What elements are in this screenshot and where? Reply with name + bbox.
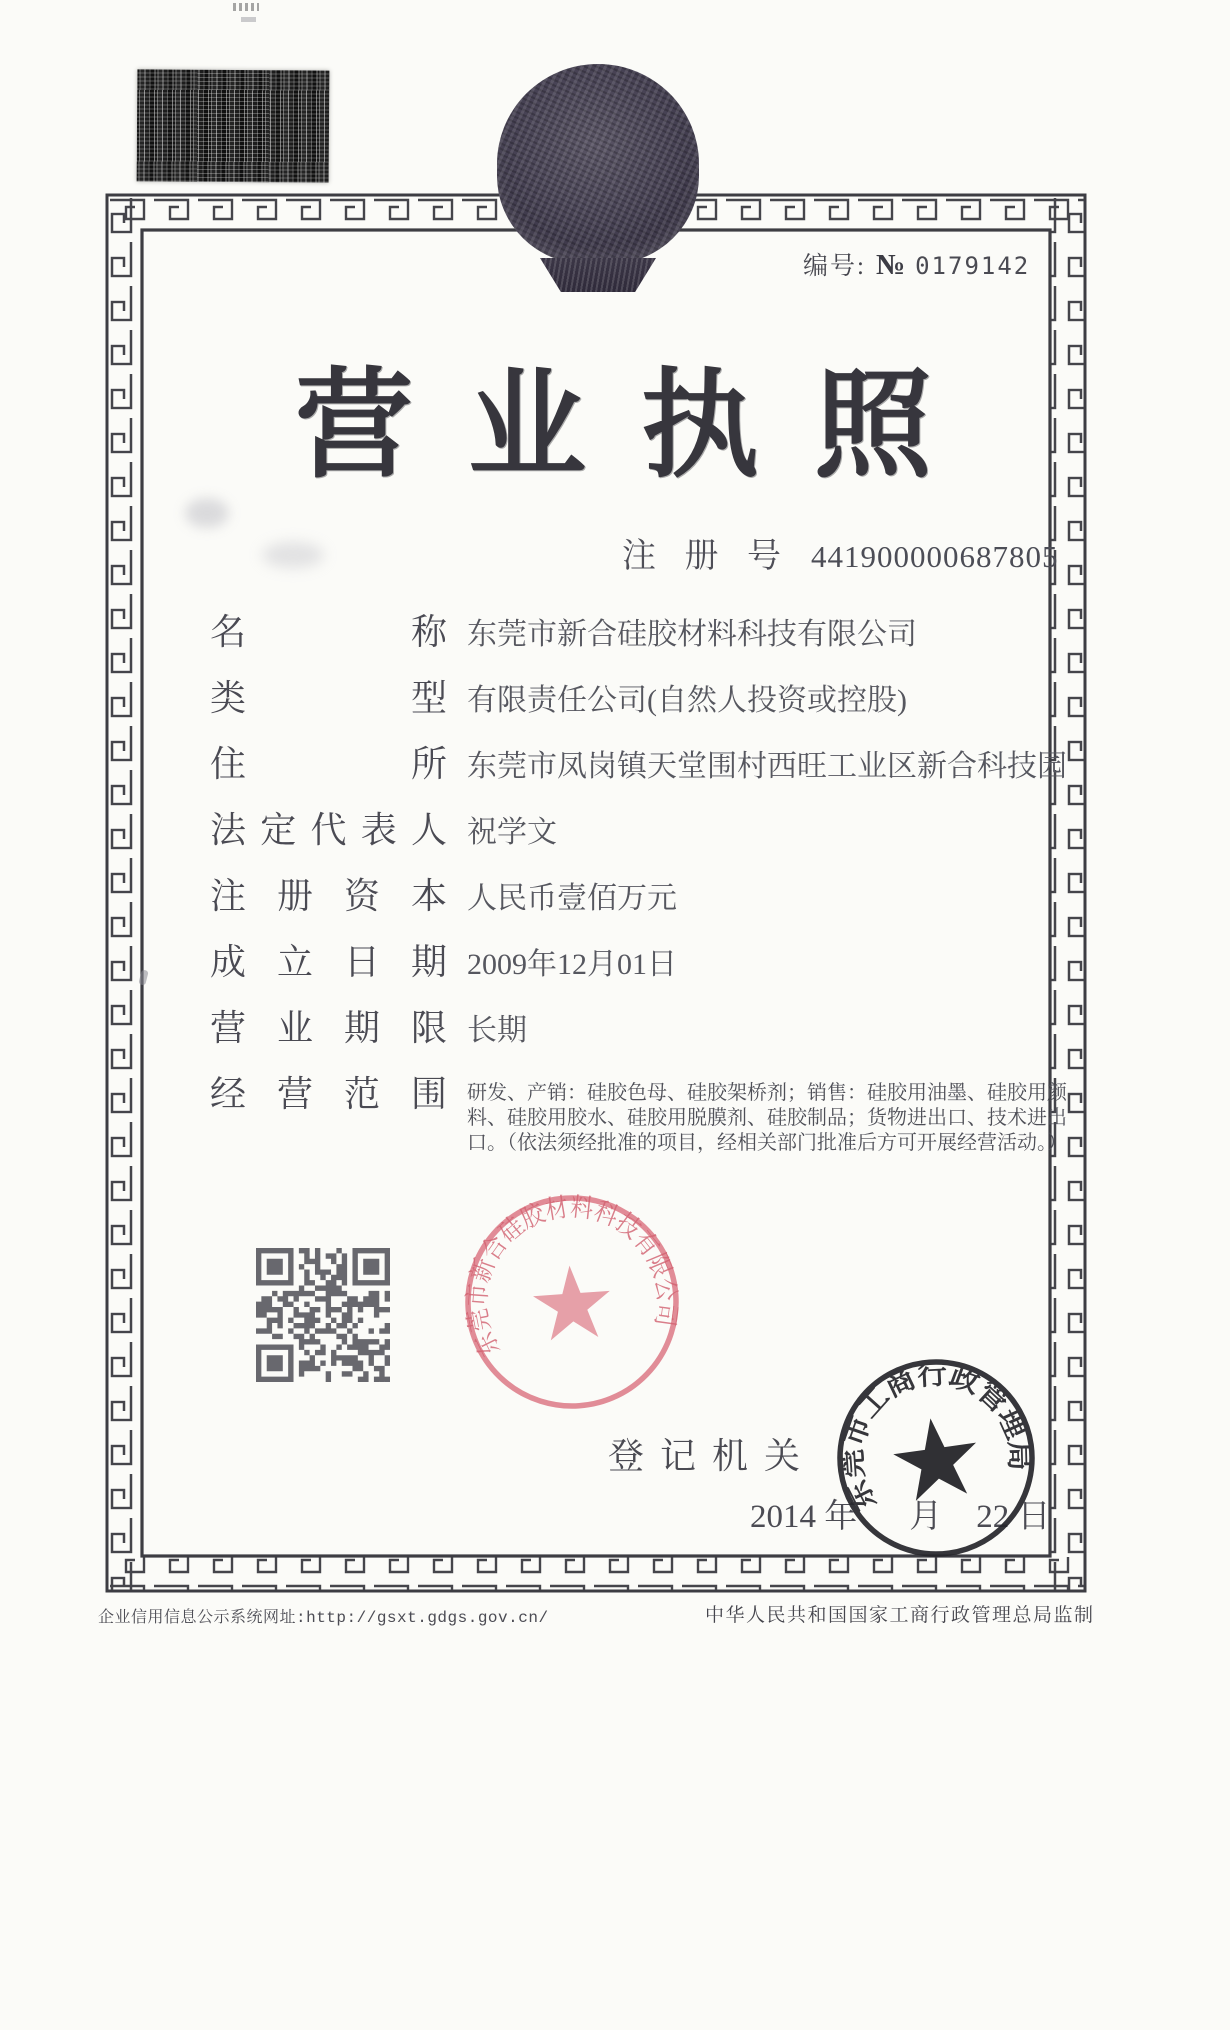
numero-sign: №	[875, 249, 908, 281]
field-label	[210, 810, 447, 850]
authority-stamp-icon	[826, 1346, 1046, 1566]
field-label-char: 资	[343, 876, 380, 916]
field-label	[210, 1074, 447, 1114]
field-label-char: 范	[343, 1074, 380, 1114]
field-row	[210, 744, 1070, 810]
authority-seal-text: 东莞市工商行政管理局	[837, 1359, 1035, 1516]
field-label	[210, 1008, 447, 1048]
field-row	[210, 612, 1070, 678]
registration-number-label: 注 册 号	[622, 538, 791, 575]
field-row	[210, 678, 1070, 744]
license-fields	[210, 612, 1070, 1157]
field-row	[210, 1008, 1070, 1074]
field-value: 东莞市新合硅胶材料科技有限公司	[467, 618, 917, 651]
field-label-char: 注	[210, 876, 247, 916]
field-label-char: 日	[343, 942, 380, 982]
field-value: 有限责任公司(自然人投资或控股)	[467, 684, 907, 717]
field-label-char: 所	[410, 744, 447, 784]
field-label-char: 期	[410, 942, 447, 982]
field-label-char: 定	[260, 810, 297, 850]
field-label-char: 经	[210, 1074, 247, 1114]
barcode-icon	[137, 69, 330, 182]
field-label	[210, 876, 447, 916]
scan-artifact	[241, 17, 256, 22]
license-title: 营业执照	[295, 361, 988, 492]
field-label-char: 营	[276, 1074, 313, 1114]
field-label-char: 立	[276, 942, 313, 982]
serial-number: 0179142	[915, 252, 1031, 280]
qr-code-icon	[256, 1248, 390, 1382]
field-row	[210, 876, 1070, 942]
field-label-char: 册	[276, 876, 313, 916]
footer-issuer: 中华人民共和国国家工商行政管理总局监制	[705, 1605, 1095, 1626]
registration-number: 441900000687805	[811, 539, 1059, 574]
field-label-char: 营	[210, 1008, 247, 1048]
field-label-char: 表	[360, 810, 397, 850]
field-label-char: 限	[410, 1008, 447, 1048]
field-value: 东莞市凤岗镇天堂围村西旺工业区新合科技园	[467, 750, 1067, 783]
field-label-char: 型	[410, 678, 447, 718]
field-label	[210, 678, 447, 718]
field-row	[210, 942, 1070, 1008]
field-label-char: 类	[210, 678, 247, 718]
national-emblem-icon	[497, 64, 699, 264]
date-day: 22 日	[976, 1499, 1051, 1535]
field-label-char: 业	[276, 1008, 313, 1048]
field-label-char: 人	[410, 810, 447, 850]
registration-number-line	[622, 528, 1059, 577]
field-label-char: 名	[210, 612, 247, 652]
footer-credit-url: 企业信用信息公示系统网址:http://gsxt.gdgs.gov.cn/	[98, 1609, 549, 1627]
scan-artifact	[233, 3, 259, 11]
field-label-char: 称	[410, 612, 447, 652]
field-label	[210, 612, 447, 652]
field-value: 研发、产销：硅胶色母、硅胶架桥剂；销售：硅胶用油墨、硅胶用颜料、硅胶用胶水、硅胶用脱膜剂、硅胶制品；货物进出口、技术进出口。（依法须经批准的项目，经相关部门批准后方可开展经营活动。）	[467, 1082, 1067, 1155]
company-seal-icon	[452, 1182, 692, 1422]
field-label-char: 法	[210, 810, 247, 850]
field-value: 长期	[467, 1014, 527, 1047]
serial-label: 编号:	[803, 253, 866, 280]
date-month: 月	[909, 1499, 943, 1535]
registrar-label: 登记机关	[608, 1436, 817, 1476]
serial-line	[803, 246, 1030, 282]
field-value: 2009年12月01日	[467, 948, 677, 981]
field-label-char: 代	[310, 810, 347, 850]
field-label-char: 成	[210, 942, 247, 982]
field-label	[210, 942, 447, 982]
field-value: 祝学文	[467, 816, 557, 849]
field-row	[210, 1074, 1070, 1157]
scan-smudge	[262, 542, 324, 568]
field-row	[210, 810, 1070, 876]
field-label-char: 本	[410, 876, 447, 916]
field-label-char: 住	[210, 744, 247, 784]
scan-smudge	[185, 498, 229, 528]
date-year: 2014 年	[750, 1499, 858, 1535]
company-seal-text: 东莞市新合硅胶材料科技有限公司	[462, 1192, 682, 1361]
field-value: 人民币壹佰万元	[467, 882, 677, 915]
field-label	[210, 744, 447, 784]
field-label-char: 期	[343, 1008, 380, 1048]
field-label-char: 围	[410, 1074, 447, 1114]
